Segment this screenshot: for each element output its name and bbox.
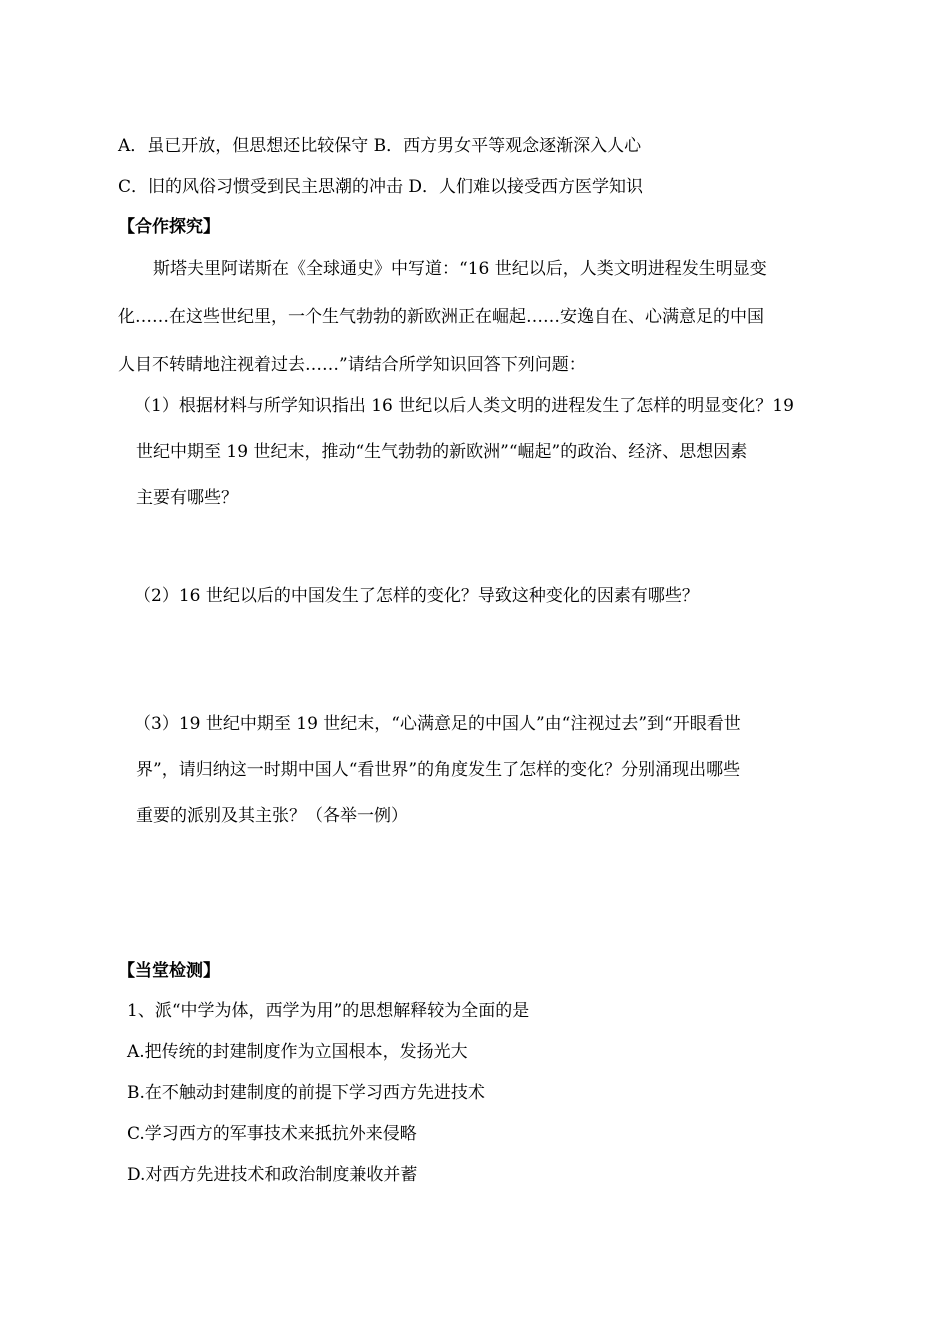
cooperation-heading: 【合作探究】 <box>118 217 220 237</box>
test-question-1-option-a: A.把传统的封建制度作为立国根本，发扬光大 <box>127 1042 468 1062</box>
test-question-1-option-b: B.在不触动封建制度的前提下学习西方先进技术 <box>127 1083 485 1103</box>
question-3-line-1: （3）19 世纪中期至 19 世纪末，“心满意足的中国人”由“注视过去”到“开眼看世 <box>134 714 741 734</box>
material-line-1: 斯塔夫里阿诺斯在《全球通史》中写道：“16 世纪以后，人类文明进程发生明显变 <box>153 259 767 279</box>
question-3-line-3: 重要的派别及其主张？（各举一例） <box>136 806 408 826</box>
question-2-line-1: （2）16 世纪以后的中国发生了怎样的变化？导致这种变化的因素有哪些？ <box>134 586 699 606</box>
question-3-line-2: 界”，请归纳这一时期中国人“看世界”的角度发生了怎样的变化？分别涌现出哪些 <box>136 760 741 780</box>
material-line-2: 化……在这些世纪里，一个生气勃勃的新欧洲正在崛起……安逸自在、心满意足的中国 <box>118 307 764 327</box>
test-question-1-option-d: D.对西方先进技术和政治制度兼收并蓄 <box>127 1165 418 1185</box>
question-1-line-2: 世纪中期至 19 世纪末，推动“生气勃勃的新欧洲”“崛起”的政治、经济、思想因素 <box>136 442 748 462</box>
test-heading: 【当堂检测】 <box>118 961 220 981</box>
test-question-1-option-c: C.学习西方的军事技术来抵抗外来侵略 <box>127 1124 417 1144</box>
material-line-3: 人目不转睛地注视着过去……”请结合所学知识回答下列问题： <box>118 355 586 375</box>
test-question-1-stem: 1、派“中学为体，西学为用”的思想解释较为全面的是 <box>127 1001 530 1021</box>
question-1-line-3: 主要有哪些？ <box>136 488 238 508</box>
prev-question-options-cd: C．旧的风俗习惯受到民主思潮的冲击 D．人们难以接受西方医学知识 <box>118 177 644 197</box>
prev-question-options-ab: A．虽已开放，但思想还比较保守 B．西方男女平等观念逐渐深入人心 <box>118 136 642 156</box>
question-1-line-1: （1）根据材料与所学知识指出 16 世纪以后人类文明的进程发生了怎样的明显变化？19 <box>134 396 794 416</box>
